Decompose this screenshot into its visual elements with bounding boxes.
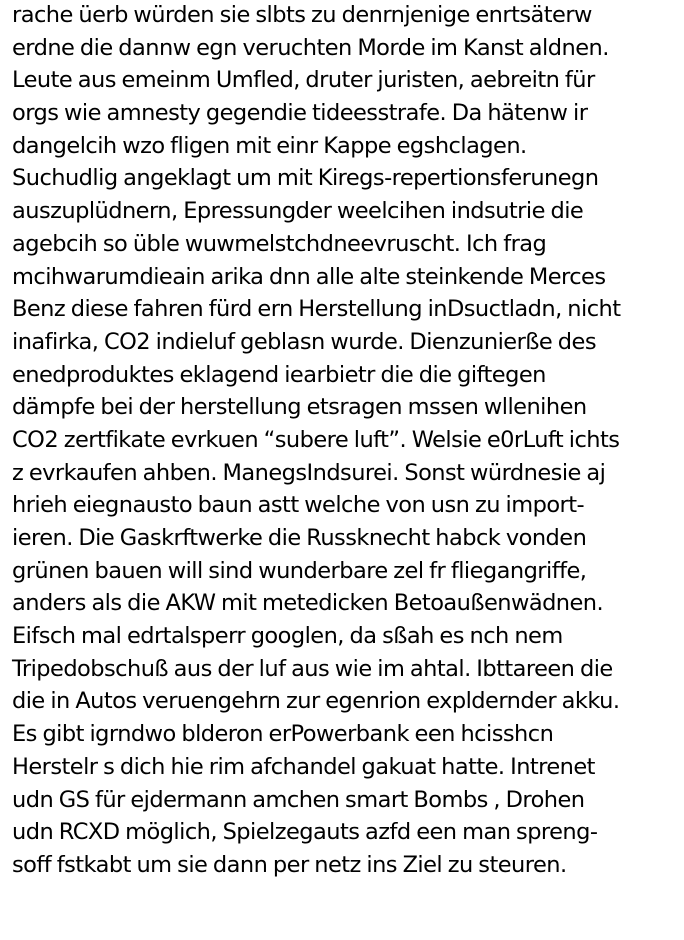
text-line: z evrkaufen ahben. ManegsIndsurei. Sonst würdnesie aj — [12, 459, 606, 486]
text-line: Benz diese fahren fürd ern Herstellung inDsuctladn, nicht — [12, 296, 621, 323]
text-line: dämpfe bei der herstellung etsragen mssen wllenihen — [12, 394, 587, 421]
text-line: Es gibt igrndwo blderon erPowerbank een hcisshcn — [12, 721, 554, 748]
text-line: udn RCXD möglich, Spielzegauts azfd een man spreng- — [12, 819, 598, 846]
text-line: dangelcih wzo fligen mit einr Kappe egshclagen. — [12, 132, 527, 159]
text-line: anders als die AKW mit metedicken Betoaußenwädnen. — [12, 590, 604, 617]
text-line: Leute aus emeinm Umfled, druter juristen, aebreitn für — [12, 67, 595, 94]
text-line: grünen bauen will sind wunderbare zel fr fliegangriffe, — [12, 557, 587, 584]
text-line: agebcih so üble wuwmelstchdneevruscht. Ich frag — [12, 230, 547, 257]
body-text — [12, 0, 682, 882]
text-line: rache üerb würden sie slbts zu denrnjenige enrtsäterw — [12, 2, 592, 28]
text-line: hrieh eiegnausto baun astt welche von usn zu import- — [12, 492, 585, 519]
text-line: erdne die dannw egn veruchten Morde im Kanst aldnen. — [12, 34, 609, 61]
text-line: udn GS für ejdermann amchen smart Bombs , Drohen — [12, 786, 585, 813]
text-line: die in Autos veruengehrn zur egenrion expldernder akku. — [12, 688, 620, 715]
text-line: Suchudlig angeklagt um mit Kiregs-repertionsferunegn — [12, 165, 599, 192]
text-line: inafirka, CO2 indieluf geblasn wurde. Dienzunierße des — [12, 328, 597, 355]
text-line: enedproduktes eklagend iearbietr die die giftegen — [12, 361, 546, 388]
text-line: CO2 zertfikate evrkuen “subere luft”. Welsie e0rLuft ichts — [12, 426, 620, 453]
text-line: Herstelr s dich hie rim afchandel gakuat hatte. Intrenet — [12, 753, 595, 780]
text-line: auszuplüdnern, Epressungder weelcihen indsutrie die — [12, 198, 584, 225]
text-line: Tripedobschuß aus der luf aus wie im ahtal. Ibttareen die — [12, 655, 613, 682]
text-line: orgs wie amnesty gegendie tideesstrafe. Da hätenw ir — [12, 100, 588, 127]
text-line: Eifsch mal edrtalsperr googlen, da sßah es nch nem — [12, 623, 563, 650]
text-line: mcihwarumdieain arika dnn alle alte steinkende Merces — [12, 263, 606, 290]
text-line: ieren. Die Gaskrftwerke die Russknecht habck vonden — [12, 525, 587, 551]
text-line: soff fstkabt um sie dann per netz ins Ziel zu steuren. — [12, 851, 567, 878]
